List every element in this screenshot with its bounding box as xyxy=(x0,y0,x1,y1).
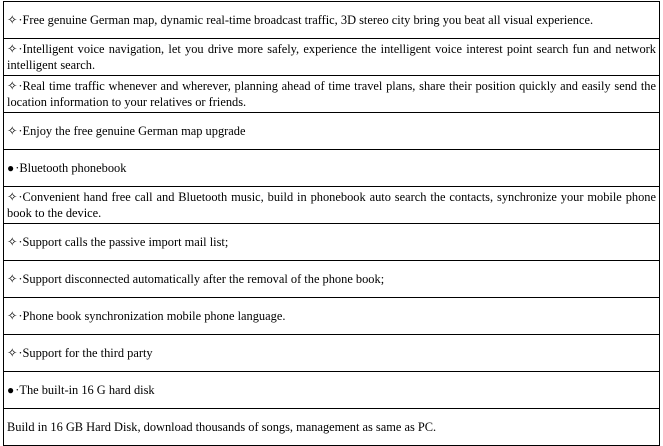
sparkle-icon: ✧ xyxy=(7,309,18,323)
row-text: ·Real time traffic whenever and wherever, planning ahead of time travel plans, share their position quickly and easily send the location information to your relatives or friends. xyxy=(7,79,656,109)
table-row xyxy=(4,150,660,187)
row-text: ·Support for the third party xyxy=(18,346,153,360)
row-text: ·Enjoy the free genuine German map upgrade xyxy=(18,124,246,138)
table-cell xyxy=(4,2,660,39)
feature-table xyxy=(3,1,660,446)
row-text: ·Bluetooth phonebook xyxy=(15,161,127,175)
table-cell xyxy=(4,298,660,335)
row-text: ·Support disconnected automatically after the removal of the phone book; xyxy=(18,272,385,286)
bullet-icon: ● xyxy=(7,383,15,397)
table-cell xyxy=(4,187,660,224)
bullet-icon: ● xyxy=(7,161,15,175)
table-cell xyxy=(4,76,660,113)
row-text: ·Free genuine German map, dynamic real-time broadcast traffic, 3D stereo city bring you beat all visual experience. xyxy=(18,13,594,27)
table-row xyxy=(4,187,660,224)
table-row xyxy=(4,335,660,372)
table-cell xyxy=(4,224,660,261)
table-row xyxy=(4,2,660,39)
row-text: ·Phone book synchronization mobile phone language. xyxy=(18,309,286,323)
row-text: ·Intelligent voice navigation, let you drive more safely, experience the intelligent voice interest point search fun and network intelligent search. xyxy=(7,42,656,72)
row-text: ·The built-in 16 G hard disk xyxy=(15,383,155,397)
table-cell xyxy=(4,150,660,187)
sparkle-icon: ✧ xyxy=(7,124,18,138)
sparkle-icon: ✧ xyxy=(7,272,18,286)
sparkle-icon: ✧ xyxy=(7,79,18,93)
table-row xyxy=(4,298,660,335)
table-row xyxy=(4,409,660,446)
table-cell xyxy=(4,409,660,446)
table-row xyxy=(4,113,660,150)
table-cell xyxy=(4,372,660,409)
sparkle-icon: ✧ xyxy=(7,346,18,360)
table-row xyxy=(4,224,660,261)
table-cell xyxy=(4,335,660,372)
table-cell xyxy=(4,113,660,150)
sparkle-icon: ✧ xyxy=(7,13,18,27)
sparkle-icon: ✧ xyxy=(7,42,18,56)
table-row xyxy=(4,39,660,76)
row-text: ·Convenient hand free call and Bluetooth music, build in phonebook auto search the contacts, synchronize your mobile phone book to the device. xyxy=(7,190,656,220)
table-cell xyxy=(4,261,660,298)
sparkle-icon: ✧ xyxy=(7,235,18,249)
table-row xyxy=(4,372,660,409)
row-text: ·Support calls the passive import mail list; xyxy=(18,235,229,249)
table-row xyxy=(4,261,660,298)
row-text: Build in 16 GB Hard Disk, download thousands of songs, management as same as PC. xyxy=(7,420,437,434)
table-row xyxy=(4,76,660,113)
table-cell xyxy=(4,39,660,76)
sparkle-icon: ✧ xyxy=(7,190,18,204)
